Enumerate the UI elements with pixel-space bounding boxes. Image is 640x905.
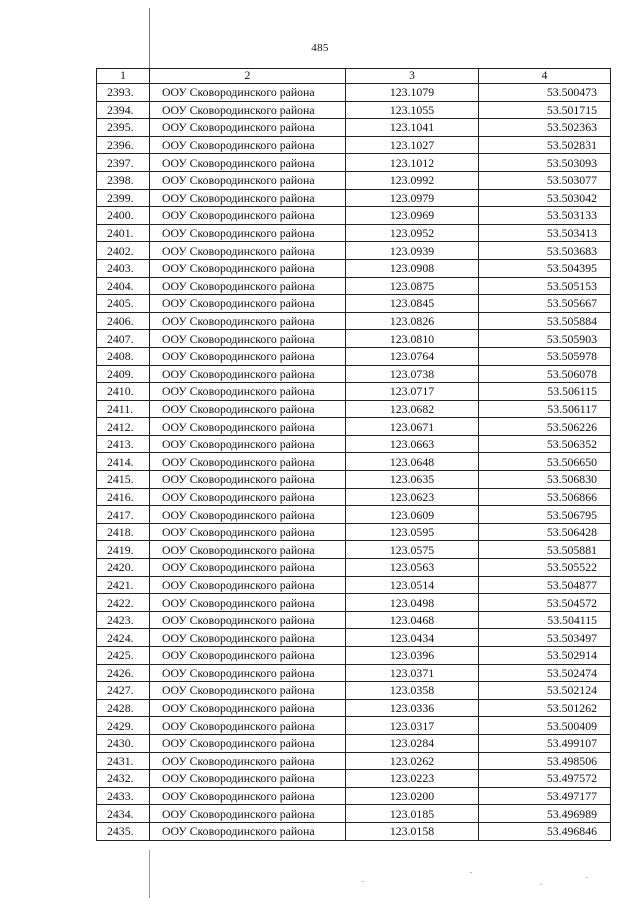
coordinate-x-cell: 123.0682 [346, 400, 479, 418]
coordinate-x-cell: 123.0200 [346, 787, 479, 805]
table-row [97, 136, 611, 154]
coordinate-x-cell: 123.0609 [346, 506, 479, 524]
table-row [97, 506, 611, 524]
row-number-cell: 2414. [97, 453, 150, 471]
coordinate-y-cell: 53.503413 [479, 224, 611, 242]
coordinate-y-cell: 53.503133 [479, 207, 611, 225]
table-row [97, 717, 611, 735]
object-name-cell: ООУ Сковородинского района [150, 770, 346, 788]
coordinate-x-cell: 123.0717 [346, 383, 479, 401]
coordinate-y-cell: 53.506830 [479, 471, 611, 489]
table-row [97, 435, 611, 453]
object-name-cell: ООУ Сковородинского района [150, 136, 346, 154]
object-name-cell: ООУ Сковородинского района [150, 383, 346, 401]
object-name-cell: ООУ Сковородинского района [150, 435, 346, 453]
object-name-cell: ООУ Сковородинского района [150, 752, 346, 770]
coordinate-y-cell: 53.506650 [479, 453, 611, 471]
coordinate-y-cell: 53.506352 [479, 435, 611, 453]
table-row [97, 629, 611, 647]
coordinate-x-cell: 123.1055 [346, 101, 479, 119]
table-row [97, 805, 611, 823]
object-name-cell: ООУ Сковородинского района [150, 734, 346, 752]
coordinate-x-cell: 123.1079 [346, 84, 479, 102]
table-row [97, 647, 611, 665]
coordinate-x-cell: 123.1027 [346, 136, 479, 154]
row-number-cell: 2428. [97, 699, 150, 717]
coordinate-x-cell: 123.0434 [346, 629, 479, 647]
coordinate-y-cell: 53.506428 [479, 523, 611, 541]
coordinate-x-cell: 123.0875 [346, 277, 479, 295]
object-name-cell: ООУ Сковородинского района [150, 523, 346, 541]
table-row [97, 576, 611, 594]
column-header-1: 1 [97, 69, 150, 84]
coordinate-y-cell: 53.502831 [479, 136, 611, 154]
coordinate-x-cell: 123.0498 [346, 594, 479, 612]
object-name-cell: ООУ Сковородинского района [150, 559, 346, 577]
coordinate-x-cell: 123.0908 [346, 259, 479, 277]
coordinate-x-cell: 123.0939 [346, 242, 479, 260]
row-number-cell: 2429. [97, 717, 150, 735]
object-name-cell: ООУ Сковородинского района [150, 207, 346, 225]
coordinate-x-cell: 123.0992 [346, 171, 479, 189]
coordinate-x-cell: 123.0648 [346, 453, 479, 471]
coordinate-y-cell: 53.501262 [479, 699, 611, 717]
row-number-cell: 2400. [97, 207, 150, 225]
coordinate-y-cell: 53.504115 [479, 611, 611, 629]
object-name-cell: ООУ Сковородинского района [150, 418, 346, 436]
coordinate-y-cell: 53.503093 [479, 154, 611, 172]
coordinate-x-cell: 123.0336 [346, 699, 479, 717]
coordinate-y-cell: 53.505884 [479, 312, 611, 330]
coordinate-y-cell: 53.506115 [479, 383, 611, 401]
table-row [97, 101, 611, 119]
row-number-cell: 2412. [97, 418, 150, 436]
table-row [97, 347, 611, 365]
object-name-cell: ООУ Сковородинского района [150, 171, 346, 189]
object-name-cell: ООУ Сковородинского района [150, 277, 346, 295]
object-name-cell: ООУ Сковородинского района [150, 154, 346, 172]
row-number-cell: 2405. [97, 295, 150, 313]
object-name-cell: ООУ Сковородинского района [150, 787, 346, 805]
table-row [97, 787, 611, 805]
row-number-cell: 2424. [97, 629, 150, 647]
coordinate-y-cell: 53.504395 [479, 259, 611, 277]
coordinate-y-cell: 53.506078 [479, 365, 611, 383]
coordinate-y-cell: 53.504877 [479, 576, 611, 594]
table-row [97, 189, 611, 207]
object-name-cell: ООУ Сковородинского района [150, 699, 346, 717]
row-number-cell: 2398. [97, 171, 150, 189]
object-name-cell: ООУ Сковородинского района [150, 594, 346, 612]
row-number-cell: 2409. [97, 365, 150, 383]
object-name-cell: ООУ Сковородинского района [150, 312, 346, 330]
coordinate-x-cell: 123.0317 [346, 717, 479, 735]
coordinate-y-cell: 53.499107 [479, 734, 611, 752]
object-name-cell: ООУ Сковородинского района [150, 119, 346, 137]
object-name-cell: ООУ Сковородинского района [150, 611, 346, 629]
object-name-cell: ООУ Сковородинского района [150, 330, 346, 348]
coordinate-y-cell: 53.502474 [479, 664, 611, 682]
object-name-cell: ООУ Сковородинского района [150, 242, 346, 260]
object-name-cell: ООУ Сковородинского района [150, 224, 346, 242]
coordinate-x-cell: 123.0396 [346, 647, 479, 665]
coordinate-x-cell: 123.0371 [346, 664, 479, 682]
scan-speck [470, 872, 472, 873]
coordinate-x-cell: 123.1041 [346, 119, 479, 137]
row-number-cell: 2425. [97, 647, 150, 665]
row-number-cell: 2435. [97, 822, 150, 840]
column-header-2: 2 [150, 69, 346, 84]
row-number-cell: 2416. [97, 488, 150, 506]
table-row [97, 471, 611, 489]
row-number-cell: 2408. [97, 347, 150, 365]
coordinate-y-cell: 53.505522 [479, 559, 611, 577]
row-number-cell: 2401. [97, 224, 150, 242]
row-number-cell: 2410. [97, 383, 150, 401]
object-name-cell: ООУ Сковородинского района [150, 259, 346, 277]
coordinate-x-cell: 123.0952 [346, 224, 479, 242]
coordinate-x-cell: 123.0185 [346, 805, 479, 823]
object-name-cell: ООУ Сковородинского района [150, 295, 346, 313]
scan-speck [362, 881, 364, 882]
coordinate-x-cell: 123.0158 [346, 822, 479, 840]
column-header-3: 3 [346, 69, 479, 84]
object-name-cell: ООУ Сковородинского района [150, 189, 346, 207]
row-number-cell: 2422. [97, 594, 150, 612]
coordinate-y-cell: 53.496846 [479, 822, 611, 840]
object-name-cell: ООУ Сковородинского района [150, 664, 346, 682]
coordinate-y-cell: 53.505153 [479, 277, 611, 295]
row-number-cell: 2417. [97, 506, 150, 524]
coordinate-y-cell: 53.503683 [479, 242, 611, 260]
column-header-4: 4 [479, 69, 611, 84]
coordinate-y-cell: 53.500409 [479, 717, 611, 735]
row-number-cell: 2406. [97, 312, 150, 330]
coordinate-x-cell: 123.0358 [346, 682, 479, 700]
coordinate-y-cell: 53.501715 [479, 101, 611, 119]
table-row [97, 242, 611, 260]
coordinate-y-cell: 53.505903 [479, 330, 611, 348]
page-number: 485 [311, 42, 329, 54]
row-number-cell: 2393. [97, 84, 150, 102]
table-row [97, 400, 611, 418]
coordinate-x-cell: 123.0738 [346, 365, 479, 383]
table-row [97, 699, 611, 717]
coordinate-x-cell: 123.0595 [346, 523, 479, 541]
coordinate-y-cell: 53.506226 [479, 418, 611, 436]
table-row [97, 277, 611, 295]
row-number-cell: 2394. [97, 101, 150, 119]
object-name-cell: ООУ Сковородинского района [150, 84, 346, 102]
coordinate-y-cell: 53.504572 [479, 594, 611, 612]
coordinate-y-cell: 53.502914 [479, 647, 611, 665]
row-number-cell: 2431. [97, 752, 150, 770]
table-row [97, 453, 611, 471]
table-row [97, 154, 611, 172]
object-name-cell: ООУ Сковородинского района [150, 471, 346, 489]
coordinate-y-cell: 53.500473 [479, 84, 611, 102]
object-name-cell: ООУ Сковородинского района [150, 101, 346, 119]
object-name-cell: ООУ Сковородинского района [150, 629, 346, 647]
table-header-row [97, 69, 611, 84]
table-row [97, 822, 611, 840]
binding-margin-line-lower [149, 850, 150, 898]
coordinate-x-cell: 123.0514 [346, 576, 479, 594]
coordinate-x-cell: 123.0284 [346, 734, 479, 752]
coordinate-x-cell: 123.0223 [346, 770, 479, 788]
coordinate-y-cell: 53.505881 [479, 541, 611, 559]
coordinate-y-cell: 53.502363 [479, 119, 611, 137]
coordinate-x-cell: 123.0663 [346, 435, 479, 453]
table-row [97, 171, 611, 189]
table-row [97, 611, 611, 629]
object-name-cell: ООУ Сковородинского района [150, 365, 346, 383]
row-number-cell: 2399. [97, 189, 150, 207]
coordinate-x-cell: 123.0468 [346, 611, 479, 629]
table-row [97, 418, 611, 436]
table-row [97, 594, 611, 612]
table-row [97, 734, 611, 752]
row-number-cell: 2432. [97, 770, 150, 788]
row-number-cell: 2427. [97, 682, 150, 700]
coordinate-y-cell: 53.498506 [479, 752, 611, 770]
coordinate-x-cell: 123.0635 [346, 471, 479, 489]
row-number-cell: 2420. [97, 559, 150, 577]
coordinate-y-cell: 53.503042 [479, 189, 611, 207]
object-name-cell: ООУ Сковородинского района [150, 400, 346, 418]
coordinate-y-cell: 53.506795 [479, 506, 611, 524]
coordinate-x-cell: 123.0623 [346, 488, 479, 506]
row-number-cell: 2421. [97, 576, 150, 594]
row-number-cell: 2403. [97, 259, 150, 277]
scan-speck [540, 884, 542, 885]
table-row [97, 207, 611, 225]
object-name-cell: ООУ Сковородинского района [150, 541, 346, 559]
table-row [97, 224, 611, 242]
row-number-cell: 2423. [97, 611, 150, 629]
table-row [97, 312, 611, 330]
coordinate-x-cell: 123.0969 [346, 207, 479, 225]
coordinate-y-cell: 53.505667 [479, 295, 611, 313]
object-name-cell: ООУ Сковородинского района [150, 682, 346, 700]
row-number-cell: 2430. [97, 734, 150, 752]
table-row [97, 541, 611, 559]
object-name-cell: ООУ Сковородинского района [150, 347, 346, 365]
object-name-cell: ООУ Сковородинского района [150, 805, 346, 823]
row-number-cell: 2426. [97, 664, 150, 682]
coordinate-x-cell: 123.0845 [346, 295, 479, 313]
coordinate-y-cell: 53.503077 [479, 171, 611, 189]
table-row [97, 365, 611, 383]
object-name-cell: ООУ Сковородинского района [150, 453, 346, 471]
row-number-cell: 2404. [97, 277, 150, 295]
coordinates-table [96, 68, 611, 841]
coordinate-x-cell: 123.0563 [346, 559, 479, 577]
table-row [97, 84, 611, 102]
coordinate-x-cell: 123.0826 [346, 312, 479, 330]
row-number-cell: 2396. [97, 136, 150, 154]
row-number-cell: 2397. [97, 154, 150, 172]
coordinate-x-cell: 123.0262 [346, 752, 479, 770]
table-row [97, 664, 611, 682]
coordinate-y-cell: 53.506866 [479, 488, 611, 506]
coordinate-y-cell: 53.503497 [479, 629, 611, 647]
coordinate-x-cell: 123.0575 [346, 541, 479, 559]
table-row [97, 330, 611, 348]
row-number-cell: 2407. [97, 330, 150, 348]
object-name-cell: ООУ Сковородинского района [150, 717, 346, 735]
table-row [97, 559, 611, 577]
coordinate-x-cell: 123.0810 [346, 330, 479, 348]
coordinate-y-cell: 53.497572 [479, 770, 611, 788]
table-row [97, 752, 611, 770]
coordinate-x-cell: 123.0979 [346, 189, 479, 207]
row-number-cell: 2419. [97, 541, 150, 559]
row-number-cell: 2413. [97, 435, 150, 453]
table-row [97, 770, 611, 788]
table-row [97, 682, 611, 700]
object-name-cell: ООУ Сковородинского района [150, 576, 346, 594]
coordinate-x-cell: 123.1012 [346, 154, 479, 172]
table-row [97, 523, 611, 541]
coordinate-y-cell: 53.505978 [479, 347, 611, 365]
coordinate-x-cell: 123.0764 [346, 347, 479, 365]
object-name-cell: ООУ Сковородинского района [150, 822, 346, 840]
row-number-cell: 2418. [97, 523, 150, 541]
object-name-cell: ООУ Сковородинского района [150, 647, 346, 665]
coordinate-x-cell: 123.0671 [346, 418, 479, 436]
table-row [97, 119, 611, 137]
table-row [97, 383, 611, 401]
coordinate-y-cell: 53.497177 [479, 787, 611, 805]
object-name-cell: ООУ Сковородинского района [150, 506, 346, 524]
table-body [97, 84, 611, 841]
table-row [97, 488, 611, 506]
row-number-cell: 2411. [97, 400, 150, 418]
table-row [97, 259, 611, 277]
table-row [97, 295, 611, 313]
object-name-cell: ООУ Сковородинского района [150, 488, 346, 506]
row-number-cell: 2434. [97, 805, 150, 823]
row-number-cell: 2402. [97, 242, 150, 260]
coordinate-y-cell: 53.496989 [479, 805, 611, 823]
row-number-cell: 2395. [97, 119, 150, 137]
coordinate-y-cell: 53.502124 [479, 682, 611, 700]
row-number-cell: 2415. [97, 471, 150, 489]
scan-speck [586, 877, 588, 878]
coordinate-y-cell: 53.506117 [479, 400, 611, 418]
row-number-cell: 2433. [97, 787, 150, 805]
